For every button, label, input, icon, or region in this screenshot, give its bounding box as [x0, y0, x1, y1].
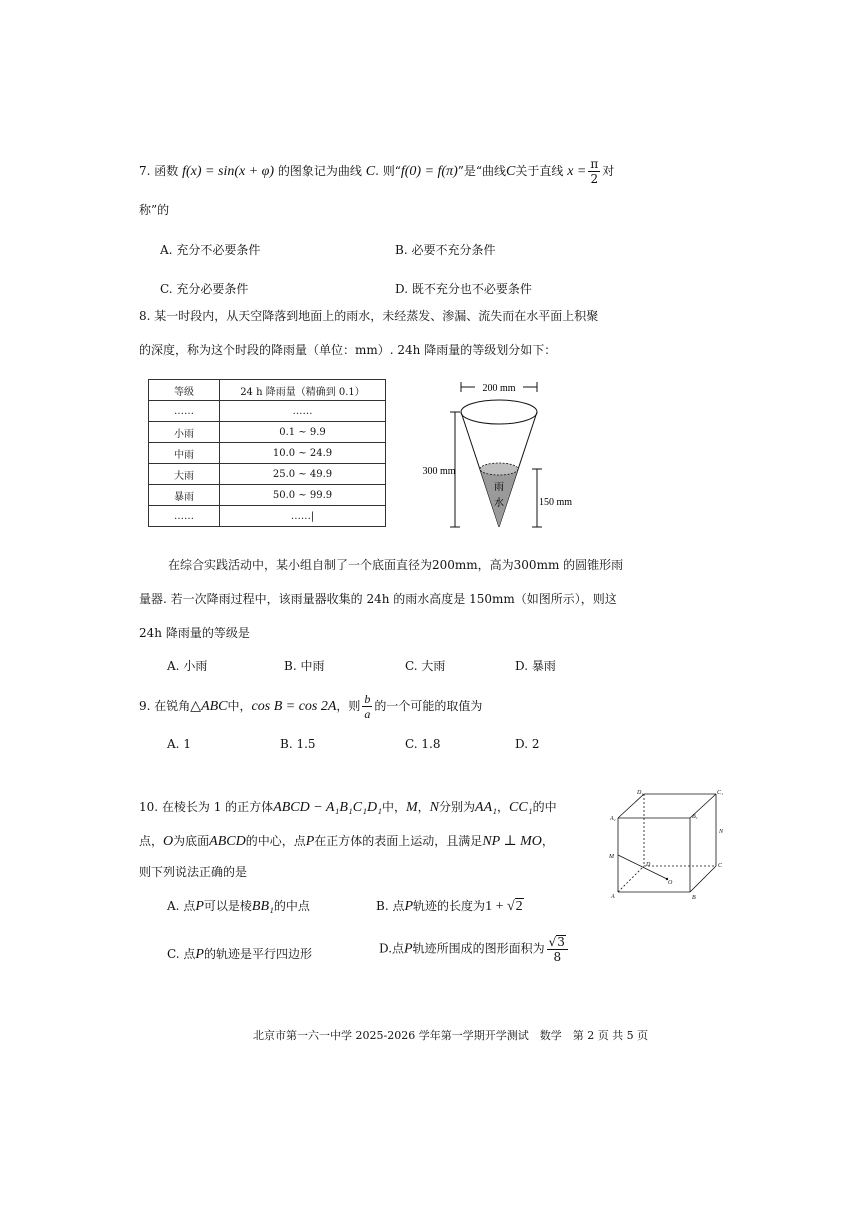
q7-text: 的图象记为曲线	[277, 164, 362, 178]
option-text: 充分必要条件	[176, 282, 249, 296]
q7-option-c[interactable]	[160, 280, 248, 297]
q10-aa1: AA₁	[475, 800, 498, 815]
label-m: M	[609, 854, 614, 860]
rainfall-table	[148, 379, 386, 527]
table-cell: 小雨	[149, 422, 220, 443]
q10-optd-fraction	[547, 935, 568, 963]
q7-option-b[interactable]	[395, 241, 495, 258]
q10-text: 在正方体的表面上运动，且满足	[314, 834, 483, 848]
q9-line	[139, 693, 482, 720]
q8-option-b[interactable]	[284, 657, 324, 674]
q10-option-b[interactable]	[376, 897, 524, 915]
option-text: 1.8	[421, 737, 441, 751]
option-text: 1.5	[296, 737, 316, 751]
q10-bb1: BB₁	[251, 899, 274, 914]
table-cell: 中雨	[149, 443, 220, 464]
option-label: A.	[167, 899, 180, 913]
label-c1: C₁	[717, 790, 724, 796]
table-row	[149, 464, 386, 485]
q8-para-line3: 24h 降雨量的等级是	[139, 626, 250, 640]
option-text: 点	[392, 941, 405, 956]
q9-text: 在锐角	[154, 699, 191, 713]
table-cell: 大雨	[149, 464, 220, 485]
option-label: B.	[376, 899, 389, 913]
q7-condition: f(0) = f(π)	[400, 164, 458, 179]
option-label: C.	[167, 947, 180, 961]
q7-text: . 则“	[375, 164, 401, 178]
q7-line-x: x =	[567, 164, 587, 179]
label-a1: A₁	[610, 816, 616, 822]
label-b: B	[692, 895, 696, 901]
table-header-row	[149, 380, 386, 401]
option-text: 轨迹所围成的图形面积为	[412, 941, 545, 956]
q10-text: 为底面	[173, 834, 210, 848]
q10-p: P	[305, 834, 315, 849]
q7-text: ”是“曲线	[457, 164, 507, 178]
q10-o: O	[163, 834, 174, 849]
q10-text: 的中	[532, 800, 557, 814]
option-text: 的轨迹是平行四边形	[203, 947, 312, 961]
option-text: 2	[531, 737, 540, 751]
q7-fraction	[588, 158, 600, 185]
q9-text: 中，	[227, 699, 252, 713]
q8-para-line1: 在综合实践活动中，某小组自制了一个底面直径为200mm，高为300mm 的圆锥形雨	[168, 558, 624, 572]
option-label: B.	[284, 659, 297, 673]
option-text: 中雨	[300, 659, 325, 673]
option-label: A.	[160, 243, 173, 257]
q10-option-c[interactable]	[167, 945, 312, 963]
q8-option-a[interactable]	[167, 657, 207, 674]
cone-height-label: 300 mm	[422, 466, 456, 477]
q10-text: 点，	[139, 834, 164, 848]
option-label: D.	[515, 659, 529, 673]
option-label: C.	[160, 282, 173, 296]
q9-triangle: △ABC	[190, 699, 228, 714]
option-label: A.	[167, 659, 180, 673]
q7-curve-c: C	[365, 164, 376, 179]
q9-frac-den: a	[364, 707, 371, 721]
label-o: O	[668, 880, 673, 886]
q8-option-c[interactable]	[405, 657, 445, 674]
table-cell: 暴雨	[149, 485, 220, 506]
q10-m: M	[405, 800, 418, 815]
q10-text: 分别为	[439, 800, 476, 814]
table-row	[149, 506, 386, 527]
table-row	[149, 485, 386, 506]
q9-option-d[interactable]	[515, 737, 539, 751]
q10-optd-radicand: 3	[557, 935, 565, 949]
q10-optb-value: 1 +	[485, 899, 507, 914]
option-label: A.	[167, 737, 180, 751]
q10-cc1: CC₁	[509, 800, 533, 815]
q9-formula: cos B = cos 2A	[251, 699, 337, 714]
q7-frac-den: 2	[590, 172, 599, 186]
table-cell: 50.0 ~ 99.9	[220, 485, 386, 506]
table-header-cell: 等级	[149, 380, 220, 401]
q10-perp: NP ⊥ MO	[482, 834, 542, 849]
q7-curve-c: C	[506, 164, 516, 179]
option-text: 轨迹的长度为	[413, 899, 486, 913]
option-label: C.	[405, 737, 418, 751]
table-cell: ……	[149, 506, 220, 527]
q10-text: 的中心，点	[245, 834, 306, 848]
q10-text: ，	[497, 800, 510, 814]
table-header-cell: 24 h 降雨量（精确到 0.1）	[220, 380, 386, 401]
q10-p: P	[195, 899, 204, 914]
q9-option-c[interactable]	[405, 737, 441, 751]
option-text: 必要不充分条件	[411, 243, 496, 257]
q7-frac-num: π	[590, 157, 599, 171]
q10-optd-frac-num	[547, 935, 568, 950]
table-cell: ……|	[220, 506, 386, 527]
option-text: 点	[183, 899, 196, 913]
q10-option-d[interactable]	[379, 935, 570, 963]
q7-text: 关于直线	[515, 164, 564, 178]
water-height-label: 150 mm	[539, 497, 573, 508]
option-text: 大雨	[421, 659, 446, 673]
q10-line3: 则下列说法正确的是	[139, 865, 248, 879]
q9-number: 9.	[139, 699, 151, 713]
label-n: N	[719, 829, 724, 835]
q8-text: 某一时段内，从天空降落到地面上的雨水，未经蒸发、渗漏、流失而在水平面上积聚	[154, 309, 599, 323]
q8-line2: 的深度，称为这个时段的降雨量（单位：mm）. 24h 降雨量的等级划分如下：	[139, 343, 557, 357]
option-text: 暴雨	[531, 659, 556, 673]
q7-formula: f(x) = sin(x + φ)	[182, 164, 275, 179]
q9-option-b[interactable]	[280, 737, 316, 751]
option-text: 充分不必要条件	[176, 243, 261, 257]
option-text: 点	[392, 899, 405, 913]
q10-text: 中，	[381, 800, 406, 814]
q10-line1	[139, 798, 557, 816]
q7-text: 函数	[154, 164, 179, 178]
label-a: A	[611, 894, 615, 900]
q10-text: 在棱长为 1 的正方体	[161, 800, 274, 814]
q10-option-a[interactable]	[167, 897, 310, 915]
q9-frac-num: b	[364, 692, 371, 706]
table-row	[149, 443, 386, 464]
q8-number: 8.	[139, 309, 151, 323]
option-label: D.	[379, 941, 393, 956]
q10-n: N	[429, 800, 440, 815]
q9-text: ，则	[336, 699, 361, 713]
q10-optb-radicand: 2	[515, 899, 523, 914]
q10-number: 10.	[139, 800, 159, 814]
table-row	[149, 401, 386, 422]
table-cell: 25.0 ~ 49.9	[220, 464, 386, 485]
sqrt-symbol: √	[548, 935, 557, 949]
table-cell: ……	[149, 401, 220, 422]
label-b1: B₁	[692, 814, 698, 820]
option-text: 1	[183, 737, 191, 751]
q9-fraction	[362, 693, 372, 720]
option-text: 点	[183, 947, 196, 961]
option-text: 的中点	[273, 899, 310, 913]
q10-abcd: ABCD	[209, 834, 246, 849]
option-text: 既不充分也不必要条件	[411, 282, 532, 296]
table-cell: 10.0 ~ 24.9	[220, 443, 386, 464]
water-label-2: 水	[494, 498, 504, 509]
q10-text: ，	[417, 800, 430, 814]
cone-rain-gauge-figure	[422, 375, 573, 535]
q10-p: P	[404, 899, 414, 914]
option-label: B.	[395, 243, 408, 257]
q7-number: 7.	[139, 164, 151, 178]
cube-figure	[604, 786, 738, 906]
q7-option-d[interactable]	[395, 280, 532, 297]
table-cell: ……	[220, 401, 386, 422]
q7-line2: 称”的	[139, 203, 170, 217]
option-text: 小雨	[183, 659, 208, 673]
q10-line2	[139, 832, 554, 850]
table-row	[149, 422, 386, 443]
cone-top-label: 200 mm	[482, 383, 516, 394]
option-text: 可以是棱	[203, 899, 252, 913]
option-label: C.	[405, 659, 418, 673]
option-label: B.	[280, 737, 293, 751]
q10-p: P	[195, 947, 204, 962]
label-d: D	[646, 862, 651, 868]
q8-para-line2: 量器. 若一次降雨过程中，该雨量器收集的 24h 的雨水高度是 150mm（如图所示），则这	[139, 592, 617, 606]
option-label: D.	[515, 737, 529, 751]
label-d1: D₁	[637, 790, 644, 796]
page-footer: 北京市第一六一中学 2025-2026 学年第一学期开学测试 数学 第 2 页 共 5 页	[253, 1029, 649, 1042]
q10-cube: ABCD − A₁B₁C₁D₁	[273, 800, 382, 815]
option-label: D.	[395, 282, 409, 296]
q10-optd-frac-den: 8	[553, 950, 562, 964]
q9-option-a[interactable]	[167, 737, 191, 751]
q7-line1	[139, 158, 614, 185]
q7-option-a[interactable]	[160, 241, 260, 258]
sqrt-symbol: √	[506, 899, 515, 914]
table-cell: 0.1 ~ 9.9	[220, 422, 386, 443]
q10-text: ，	[541, 834, 554, 848]
water-label-1: 雨	[494, 482, 504, 493]
q9-text: 的一个可能的取值为	[374, 699, 483, 713]
q8-line1	[139, 307, 598, 324]
label-c: C	[718, 863, 723, 869]
q8-option-d[interactable]	[515, 657, 556, 674]
q10-p: P	[404, 941, 413, 957]
q7-text: 对	[602, 164, 615, 178]
